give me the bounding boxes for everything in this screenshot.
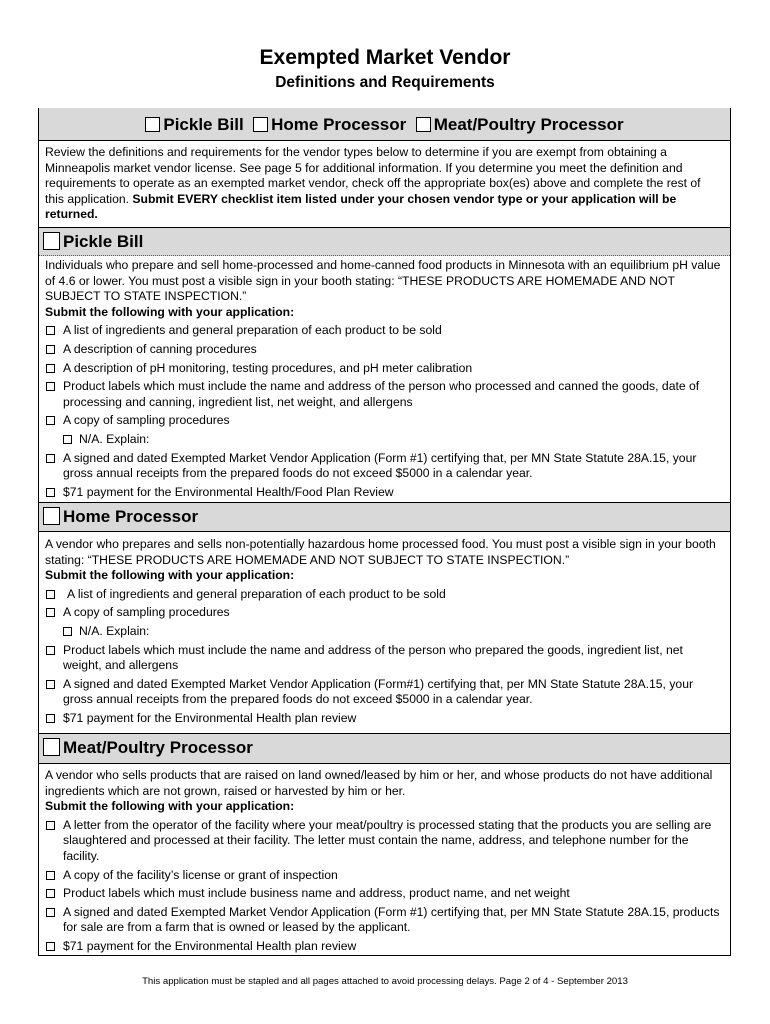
item-text: N/A. Explain: (79, 623, 150, 638)
meat-item[interactable] (45, 818, 722, 865)
home-processor-title: Home Processor (63, 507, 199, 526)
item-text: $71 payment for the Environmental Health/Food Plan Review (63, 484, 394, 499)
home-item[interactable] (45, 677, 722, 708)
pickle-bill-section (45, 258, 722, 500)
meat-item[interactable] (45, 886, 722, 902)
meat-poultry-option-label: Meat/Poultry Processor (433, 115, 624, 134)
page-footer: This application must be stapled and all pages attached to avoid processing delays. Page 2 of 4 - September 2013 (142, 976, 628, 987)
item-text: Product labels which must include the name and address of the person who prepared the goods, ingredient list, net weight, and allergens (63, 642, 683, 673)
pickle-bill-submit-heading: Submit the following with your application: (45, 304, 295, 319)
item-checkbox[interactable] (46, 942, 55, 951)
pickle-item[interactable] (45, 379, 722, 410)
item-checkbox[interactable] (46, 488, 55, 497)
home-processor-description: A vendor who prepares and sells non-potentially hazardous home processed food. You must post a visible sign in your booth stating: “THESE PRODUCTS ARE HOMEMADE AND NOT SUBJECT TO STATE INSPECTION.” (45, 537, 716, 567)
home-item[interactable] (45, 605, 722, 621)
home-processor-section-checkbox[interactable] (43, 507, 60, 525)
item-checkbox[interactable] (63, 627, 72, 636)
item-checkbox[interactable] (46, 680, 55, 689)
meat-poultry-checkbox[interactable] (416, 117, 431, 132)
meat-poultry-header (39, 733, 730, 764)
meat-item[interactable] (45, 939, 722, 955)
pickle-item-na[interactable] (45, 432, 722, 448)
item-checkbox[interactable] (46, 364, 55, 373)
intro-warning: Submit EVERY checklist item listed under your chosen vendor type or your application will be returned. (45, 191, 677, 222)
home-item[interactable] (45, 643, 722, 674)
meat-item[interactable] (45, 868, 722, 884)
item-checkbox[interactable] (46, 821, 55, 830)
home-processor-submit-heading: Submit the following with your application: (45, 568, 295, 583)
item-text: Product labels which must include business name and address, product name, and net weight (63, 886, 570, 901)
item-checkbox[interactable] (46, 382, 55, 391)
home-processor-option-label: Home Processor (271, 115, 407, 134)
intro-section (45, 145, 722, 223)
page-subtitle: Definitions and Requirements (275, 74, 495, 91)
intro-text: Review the definitions and requirements for the vendor types below to determine if you are exempt from obtaining a Minneapolis market vendor license. See page 5 for additional information. If you determine you meet the definition and requirements to operate as an exempted market vendor, check off the appropriate box(es) above and complete the rest of this application. (45, 145, 701, 206)
meat-poultry-section-checkbox[interactable] (43, 738, 60, 756)
item-checkbox[interactable] (46, 871, 55, 880)
pickle-item[interactable] (45, 413, 722, 429)
pickle-bill-header (39, 227, 730, 256)
item-checkbox[interactable] (46, 416, 55, 425)
pickle-item[interactable] (45, 323, 722, 339)
meat-poultry-description: A vendor who sells products that are raised on land owned/leased by him or her, and whose products do not have additional ingredients which are not grown, raised or harvested by him or her. (45, 768, 713, 798)
pickle-bill-title: Pickle Bill (63, 232, 144, 251)
item-text: A description of pH monitoring, testing procedures, and pH meter calibration (63, 360, 473, 375)
pickle-item[interactable] (45, 361, 722, 377)
item-checkbox[interactable] (46, 889, 55, 898)
form-frame (38, 108, 731, 956)
pickle-bill-checkbox[interactable] (145, 117, 160, 132)
item-checkbox[interactable] (46, 608, 55, 617)
item-text: Product labels which must include the name and address of the person who processed and canned the goods, date of processing and canning, ingredient list, net weight, and allergens (63, 379, 700, 409)
item-text: $71 payment for the Environmental Health plan review (63, 710, 357, 725)
meat-poultry-section (45, 768, 722, 955)
meat-poultry-title: Meat/Poultry Processor (63, 738, 253, 757)
home-item[interactable] (45, 587, 722, 603)
item-text: A list of ingredients and general preparation of each product to be sold (67, 586, 446, 601)
item-checkbox[interactable] (46, 590, 55, 599)
item-checkbox[interactable] (46, 908, 55, 917)
meat-item[interactable] (45, 905, 722, 936)
pickle-bill-section-checkbox[interactable] (43, 232, 60, 250)
item-text: $71 payment for the Environmental Health plan review (63, 938, 357, 953)
home-processor-checkbox[interactable] (253, 117, 268, 132)
pickle-bill-option-label: Pickle Bill (163, 115, 244, 134)
item-checkbox[interactable] (46, 714, 55, 723)
pickle-item[interactable] (45, 485, 722, 501)
home-item-na[interactable] (45, 624, 722, 640)
item-text: A list of ingredients and general preparation of each product to be sold (63, 323, 442, 338)
item-checkbox[interactable] (46, 454, 55, 463)
item-text: A description of canning procedures (63, 341, 257, 356)
item-checkbox[interactable] (46, 326, 55, 335)
pickle-item[interactable] (45, 342, 722, 358)
vendor-type-selector (39, 108, 730, 141)
item-text: A letter from the operator of the facility where your meat/poultry is processed stating that the products you are selling are slaughtered and processed at their facility. The letter must contain the name, address, and telephone number for the facility. (63, 817, 712, 863)
item-text: N/A. Explain: (79, 431, 150, 446)
meat-poultry-submit-heading: Submit the following with your application: (45, 799, 295, 814)
home-processor-section (45, 537, 722, 727)
item-text: A signed and dated Exempted Market Vendor Application (Form #1) certifying that, per MN State Statute 28A.15, products for sale are from a farm that is owned or leased by the applicant. (63, 904, 720, 935)
item-checkbox[interactable] (63, 435, 72, 444)
item-text: A signed and dated Exempted Market Vendor Application (Form #1) certifying that, per MN State Statute 28A.15, your gross annual receipts from the prepared foods do not exceed $5000 in a calendar year. (63, 450, 697, 481)
item-text: A copy of the facility’s license or grant of inspection (63, 867, 338, 882)
item-text: A copy of sampling procedures (63, 605, 230, 620)
home-item[interactable] (45, 711, 722, 727)
pickle-item[interactable] (45, 451, 722, 482)
item-checkbox[interactable] (46, 345, 55, 354)
item-checkbox[interactable] (46, 646, 55, 655)
home-processor-header (39, 502, 730, 532)
item-text: A signed and dated Exempted Market Vendor Application (Form#1) certifying that, per MN State Statute 28A.15, your gross annual receipts from the prepared foods do not exceed $5000 in a calendar year. (63, 676, 694, 707)
item-text: A copy of sampling procedures (63, 413, 230, 428)
pickle-bill-description: Individuals who prepare and sell home-processed and home-canned food products in Minnesota with an equilibrium pH value of 4.6 or lower. You must post a visible sign in your booth stating: “THESE PRODUCTS ARE HOMEMADE AND NOT SUBJECT TO STATE INSPECTION.” (45, 258, 721, 304)
page-title: Exempted Market Vendor (259, 46, 511, 69)
